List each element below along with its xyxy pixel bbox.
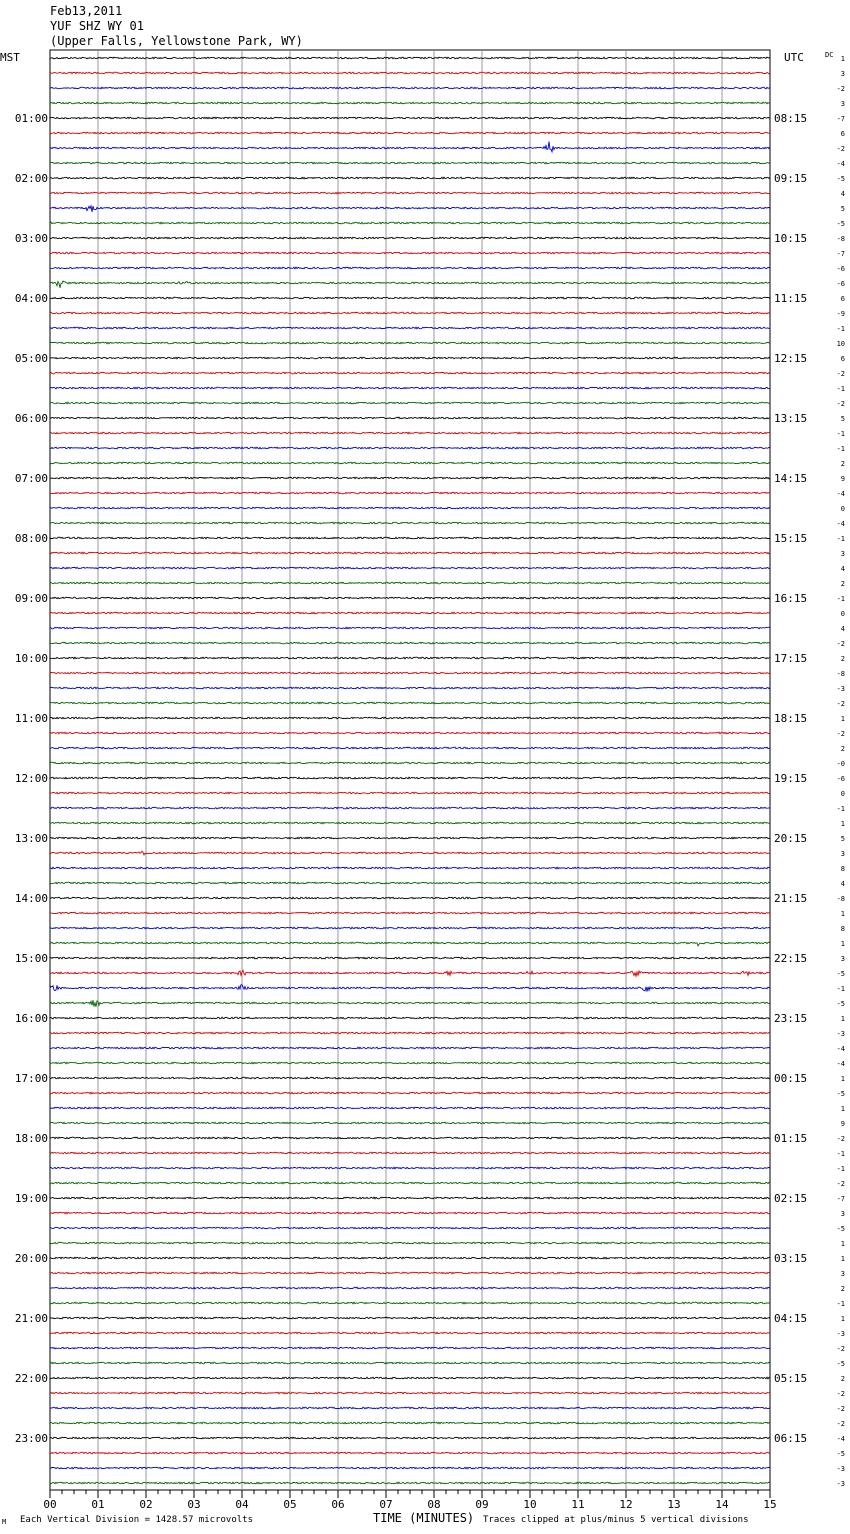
seismic-trace	[50, 1332, 770, 1334]
seismic-trace	[50, 312, 770, 314]
dc-offset-label: -3	[836, 1480, 845, 1488]
dc-offset-label: -1	[836, 1300, 845, 1308]
right-hour-label: 12:15	[774, 352, 808, 365]
seismic-trace	[50, 777, 770, 779]
seismic-trace	[50, 142, 770, 152]
seismic-trace	[50, 1092, 770, 1094]
dc-offset-label: 1	[840, 940, 845, 948]
left-hour-label: 18:00	[14, 1132, 48, 1145]
dc-offset-label: 5	[840, 205, 845, 213]
dc-offset-label: 1	[840, 1075, 845, 1083]
left-hour-label: 19:00	[14, 1192, 48, 1205]
dc-offset-label: -2	[836, 145, 845, 153]
left-hour-label: 01:00	[14, 112, 48, 125]
x-tick-label: 09	[475, 1498, 489, 1511]
dc-offset-label: 5	[840, 835, 845, 843]
left-hour-label: 16:00	[14, 1012, 48, 1025]
dc-offset-label: -6	[836, 775, 845, 783]
seismic-trace	[50, 567, 770, 569]
left-hour-label: 17:00	[14, 1072, 48, 1085]
seismic-trace	[50, 87, 770, 89]
dc-offset-label: -1	[836, 1150, 845, 1158]
seismic-trace	[50, 1287, 770, 1289]
right-hour-label: 02:15	[774, 1192, 808, 1205]
right-hour-label: 01:15	[774, 1132, 808, 1145]
left-hour-label: 03:00	[14, 232, 48, 245]
dc-offset-label: 3	[840, 70, 845, 78]
dc-offset-label: 2	[840, 1375, 845, 1383]
seismic-trace	[50, 222, 770, 224]
dc-offset-label: -3	[836, 1030, 845, 1038]
seismic-trace	[50, 297, 770, 299]
seismic-trace	[50, 1062, 770, 1064]
right-hour-label: 10:15	[774, 232, 808, 245]
right-hour-label: 13:15	[774, 412, 808, 425]
seismic-trace	[50, 102, 770, 104]
dc-offset-label: -4	[836, 1435, 845, 1443]
dc-offset-label: 1	[840, 1240, 845, 1248]
seismic-trace	[50, 717, 770, 719]
x-tick-label: 14	[715, 1498, 729, 1511]
dc-offset-label: 6	[840, 295, 845, 303]
seismic-trace	[50, 1317, 770, 1319]
dc-offset-label: -1	[836, 595, 845, 603]
right-hour-label: 04:15	[774, 1312, 808, 1325]
x-tick-label: 08	[427, 1498, 441, 1511]
seismic-trace	[50, 792, 770, 794]
left-hour-label: 13:00	[14, 832, 48, 845]
right-hour-label: 14:15	[774, 472, 808, 485]
x-tick-label: 00	[43, 1498, 57, 1511]
right-hour-label: 15:15	[774, 532, 808, 545]
dc-offset-label: 8	[840, 865, 845, 873]
seismic-trace	[50, 1197, 770, 1199]
seismic-trace	[50, 970, 770, 976]
dc-offset-label: 3	[840, 100, 845, 108]
dc-offset-label: 8	[840, 925, 845, 933]
dc-offset-label: 1	[840, 55, 845, 63]
dc-offset-label: -5	[836, 175, 845, 183]
seismic-trace	[50, 762, 770, 764]
seismic-trace	[50, 1182, 770, 1184]
seismic-trace	[50, 1122, 770, 1124]
seismic-trace	[50, 702, 770, 704]
dc-offset-label: 2	[840, 655, 845, 663]
dc-offset-label: -5	[836, 970, 845, 978]
seismic-trace	[50, 1347, 770, 1349]
dc-offset-label: -4	[836, 520, 845, 528]
seismic-trace	[50, 1437, 770, 1439]
dc-offset-label: 9	[840, 1120, 845, 1128]
seismic-trace	[50, 327, 770, 329]
dc-offset-label: -7	[836, 250, 845, 258]
seismic-trace	[50, 627, 770, 629]
seismic-trace	[50, 597, 770, 599]
seismic-trace	[50, 657, 770, 659]
right-hour-label: 19:15	[774, 772, 808, 785]
dc-offset-label: -2	[836, 1180, 845, 1188]
x-tick-label: 03	[187, 1498, 201, 1511]
dc-offset-label: -5	[836, 220, 845, 228]
left-hour-label: 11:00	[14, 712, 48, 725]
dc-header-label: DC	[825, 51, 834, 59]
dc-offset-label: -5	[836, 1360, 845, 1368]
seismic-trace	[50, 462, 770, 464]
seismic-trace	[50, 642, 770, 644]
dc-offset-label: -7	[836, 115, 845, 123]
dc-offset-label: -1	[836, 985, 845, 993]
dc-offset-label: 4	[840, 625, 845, 633]
left-timezone-label: MST	[0, 51, 20, 64]
seismic-trace	[50, 267, 770, 269]
clip-note: Traces clipped at plus/minus 5 vertical divisions	[483, 1515, 749, 1525]
dc-offset-label: -5	[836, 1450, 845, 1458]
left-hour-label: 04:00	[14, 292, 48, 305]
seismic-trace	[50, 1482, 770, 1484]
seismic-trace	[50, 552, 770, 554]
dc-offset-label: -1	[836, 535, 845, 543]
seismic-trace	[50, 492, 770, 494]
seismic-trace	[50, 177, 770, 179]
seismic-trace	[50, 417, 770, 419]
seismic-trace	[50, 912, 770, 914]
right-hour-label: 16:15	[774, 592, 808, 605]
dc-offset-label: -2	[836, 1345, 845, 1353]
dc-offset-label: 6	[840, 355, 845, 363]
dc-offset-label: -5	[836, 1225, 845, 1233]
seismic-trace	[50, 1137, 770, 1139]
seismic-trace	[50, 732, 770, 734]
dc-offset-label: -2	[836, 640, 845, 648]
seismic-trace	[50, 1257, 770, 1259]
left-hour-label: 05:00	[14, 352, 48, 365]
seismic-trace	[50, 927, 770, 929]
seismic-trace	[50, 1467, 770, 1469]
seismic-trace	[50, 1302, 770, 1304]
left-hour-label: 21:00	[14, 1312, 48, 1325]
x-tick-label: 15	[763, 1498, 777, 1511]
seismic-trace	[50, 1017, 770, 1019]
x-tick-label: 02	[139, 1498, 153, 1511]
dc-offset-label: -2	[836, 700, 845, 708]
dc-offset-label: 3	[840, 1210, 845, 1218]
seismic-trace	[50, 882, 770, 884]
dc-offset-label: 3	[840, 1270, 845, 1278]
dc-offset-label: 0	[840, 790, 845, 798]
seismic-trace	[50, 447, 770, 449]
dc-offset-label: -2	[836, 1135, 845, 1143]
seismic-trace	[50, 1227, 770, 1229]
seismic-trace	[50, 1077, 770, 1079]
dc-offset-label: -1	[836, 445, 845, 453]
dc-offset-label: -5	[836, 1000, 845, 1008]
seismic-trace	[50, 477, 770, 479]
dc-offset-label: 0	[840, 610, 845, 618]
left-hour-label: 07:00	[14, 472, 48, 485]
seismic-trace	[50, 57, 770, 59]
dc-offset-label: -2	[836, 400, 845, 408]
seismic-trace	[50, 192, 770, 194]
dc-offset-label: 1	[840, 1315, 845, 1323]
right-hour-label: 06:15	[774, 1432, 808, 1445]
left-hour-label: 12:00	[14, 772, 48, 785]
seismic-trace	[50, 1452, 770, 1454]
seismic-trace	[50, 1272, 770, 1274]
x-tick-label: 10	[523, 1498, 537, 1511]
dc-offset-label: 1	[840, 910, 845, 918]
seismic-trace	[50, 897, 770, 899]
seismic-trace	[50, 1152, 770, 1154]
seismic-trace	[50, 612, 770, 614]
seismic-trace	[50, 1392, 770, 1394]
right-hour-label: 08:15	[774, 112, 808, 125]
x-tick-label: 01	[91, 1498, 105, 1511]
seismic-trace	[50, 387, 770, 389]
dc-offset-label: -6	[836, 265, 845, 273]
seismic-trace	[50, 1107, 770, 1109]
seismic-trace	[50, 837, 770, 839]
dc-offset-label: 4	[840, 880, 845, 888]
seismic-trace	[50, 522, 770, 524]
dc-offset-label: -6	[836, 280, 845, 288]
right-hour-label: 11:15	[774, 292, 808, 305]
dc-offset-label: 4	[840, 190, 845, 198]
x-tick-label: 11	[571, 1498, 585, 1511]
dc-offset-label: -1	[836, 430, 845, 438]
seismic-trace	[50, 281, 770, 288]
left-hour-label: 22:00	[14, 1372, 48, 1385]
dc-offset-label: -3	[836, 1330, 845, 1338]
right-hour-label: 09:15	[774, 172, 808, 185]
seismic-trace	[50, 1000, 770, 1007]
dc-offset-label: -4	[836, 160, 845, 168]
corner-mark: M	[2, 1518, 7, 1526]
dc-offset-label: 4	[840, 565, 845, 573]
seismic-trace	[50, 1167, 770, 1169]
dc-offset-label: -8	[836, 895, 845, 903]
seismic-trace	[50, 357, 770, 359]
dc-offset-label: -3	[836, 685, 845, 693]
seismic-trace	[50, 1242, 770, 1244]
dc-offset-label: 2	[840, 1285, 845, 1293]
dc-offset-label: 6	[840, 130, 845, 138]
dc-offset-label: -3	[836, 1465, 845, 1473]
seismic-trace	[50, 206, 770, 212]
seismic-trace	[50, 132, 770, 134]
dc-offset-label: 1	[840, 1255, 845, 1263]
seismic-trace	[50, 237, 770, 239]
dc-offset-label: -4	[836, 1060, 845, 1068]
dc-offset-label: 1	[840, 1015, 845, 1023]
seismic-trace	[50, 807, 770, 809]
dc-offset-label: -4	[836, 490, 845, 498]
right-hour-label: 18:15	[774, 712, 808, 725]
dc-offset-label: -1	[836, 805, 845, 813]
dc-offset-label: 1	[840, 820, 845, 828]
seismic-trace	[50, 851, 770, 855]
dc-offset-label: 2	[840, 460, 845, 468]
dc-offset-label: -2	[836, 730, 845, 738]
dc-offset-label: 9	[840, 475, 845, 483]
seismic-trace	[50, 1047, 770, 1049]
dc-offset-label: -4	[836, 1045, 845, 1053]
x-tick-label: 12	[619, 1498, 633, 1511]
dc-offset-label: 5	[840, 415, 845, 423]
dc-offset-label: -8	[836, 235, 845, 243]
right-hour-label: 20:15	[774, 832, 808, 845]
seismic-trace	[50, 72, 770, 74]
dc-offset-label: 1	[840, 1105, 845, 1113]
seismic-trace	[50, 252, 770, 254]
left-hour-label: 02:00	[14, 172, 48, 185]
dc-offset-label: 2	[840, 580, 845, 588]
left-hour-label: 20:00	[14, 1252, 48, 1265]
dc-offset-label: 3	[840, 850, 845, 858]
dc-offset-label: -8	[836, 670, 845, 678]
seismic-trace	[50, 537, 770, 539]
dc-offset-label: -1	[836, 385, 845, 393]
dc-offset-label: -1	[836, 325, 845, 333]
seismic-trace	[50, 867, 770, 869]
right-hour-label: 23:15	[774, 1012, 808, 1025]
dc-offset-label: -7	[836, 1195, 845, 1203]
dc-offset-label: -2	[836, 1405, 845, 1413]
right-hour-label: 05:15	[774, 1372, 808, 1385]
station-id: YUF SHZ WY 01	[50, 19, 144, 33]
right-hour-label: 22:15	[774, 952, 808, 965]
dc-offset-label: 0	[840, 505, 845, 513]
seismic-trace	[50, 985, 770, 992]
left-hour-label: 15:00	[14, 952, 48, 965]
dc-offset-label: -2	[836, 1390, 845, 1398]
dc-offset-label: 2	[840, 745, 845, 753]
left-hour-label: 08:00	[14, 532, 48, 545]
seismic-trace	[50, 342, 770, 344]
left-hour-label: 10:00	[14, 652, 48, 665]
dc-offset-label: -5	[836, 1090, 845, 1098]
seismic-trace	[50, 507, 770, 509]
seismic-trace	[50, 1377, 770, 1379]
seismic-trace	[50, 432, 770, 434]
seismic-trace	[50, 747, 770, 749]
dc-offset-label: -2	[836, 370, 845, 378]
x-axis-title: TIME (MINUTES)	[373, 1511, 475, 1525]
right-timezone-label: UTC	[784, 51, 804, 64]
seismic-trace	[50, 957, 770, 959]
dc-offset-label: -9	[836, 310, 845, 318]
seismic-trace	[50, 162, 770, 164]
left-hour-label: 14:00	[14, 892, 48, 905]
seismic-trace	[50, 1212, 770, 1214]
seismic-trace	[50, 822, 770, 824]
seismic-trace	[50, 117, 770, 119]
seismic-trace	[50, 1362, 770, 1364]
dc-offset-label: 10	[836, 340, 845, 348]
seismic-trace	[50, 402, 770, 404]
left-hour-label: 23:00	[14, 1432, 48, 1445]
left-hour-label: 06:00	[14, 412, 48, 425]
scale-note: Each Vertical Division = 1428.57 microvolts	[20, 1515, 253, 1525]
x-tick-label: 07	[379, 1498, 393, 1511]
left-hour-label: 09:00	[14, 592, 48, 605]
seismic-trace	[50, 372, 770, 374]
dc-offset-label: 1	[840, 715, 845, 723]
dc-offset-label: 3	[840, 550, 845, 558]
seismic-trace	[50, 687, 770, 689]
x-tick-label: 13	[667, 1498, 681, 1511]
seismic-trace	[50, 942, 770, 946]
right-hour-label: 21:15	[774, 892, 808, 905]
right-hour-label: 17:15	[774, 652, 808, 665]
x-tick-label: 06	[331, 1498, 345, 1511]
right-hour-label: 03:15	[774, 1252, 808, 1265]
x-tick-label: 04	[235, 1498, 249, 1511]
dc-offset-label: -2	[836, 1420, 845, 1428]
plot-date: Feb13,2011	[50, 4, 123, 18]
dc-offset-label: -2	[836, 85, 845, 93]
right-hour-label: 00:15	[774, 1072, 808, 1085]
seismic-trace	[50, 1407, 770, 1409]
seismic-trace	[50, 582, 770, 584]
station-location: (Upper Falls, Yellowstone Park, WY)	[50, 34, 303, 48]
dc-offset-label: 3	[840, 955, 845, 963]
seismic-trace	[50, 672, 770, 674]
x-tick-label: 05	[283, 1498, 297, 1511]
dc-offset-label: -0	[836, 760, 845, 768]
dc-offset-label: -1	[836, 1165, 845, 1173]
seismic-trace	[50, 1422, 770, 1424]
seismic-trace	[50, 1032, 770, 1034]
